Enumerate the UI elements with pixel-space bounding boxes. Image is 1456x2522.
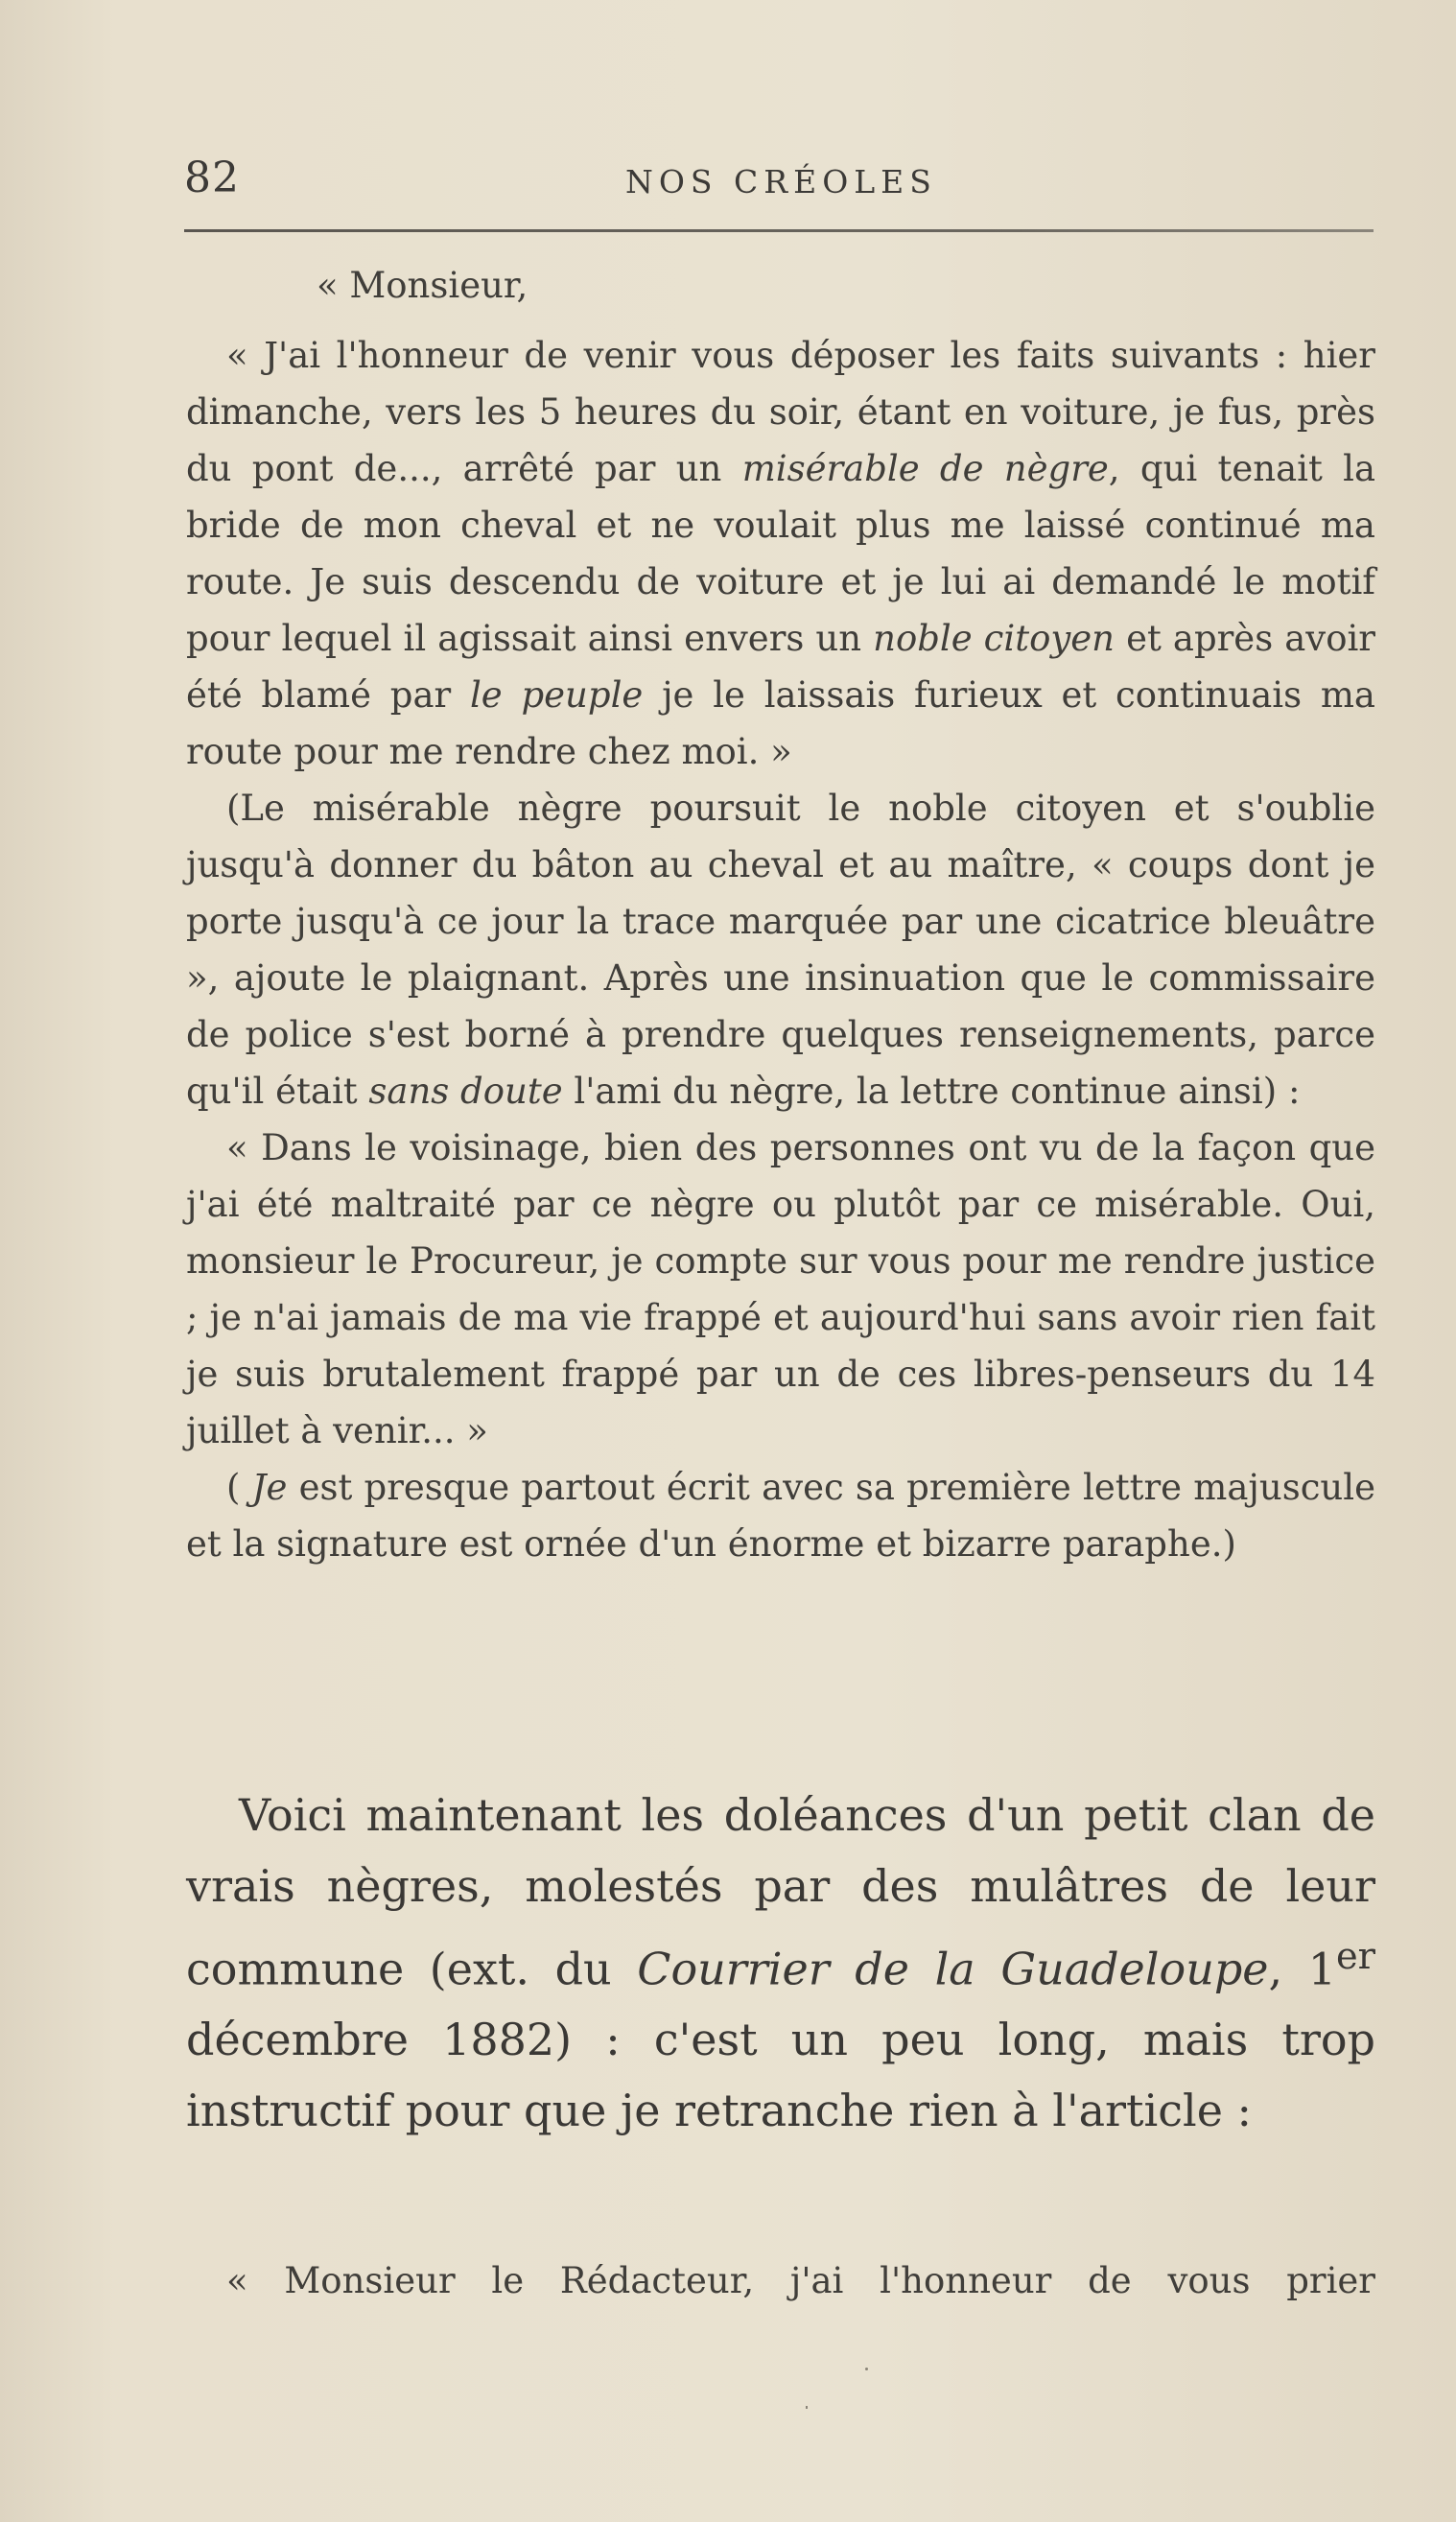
paper-speck <box>806 2406 808 2409</box>
author-commentary-2 <box>186 1459 1375 1572</box>
text-run: et après avoir été blamé par <box>186 618 1375 716</box>
text-run: (Le misérable nègre poursuit le noble citoyen et s'oublie jusqu'à donner du bâton au cheval et au maître, « coups dont je porte jusqu'à ce jour la trace marquée par une cicatrice bleuâtre », ajoute le plaignant. Après une insinuation que le commissaire de police s'est borné à prendre quelques renseignements, parce qu'il était <box>186 788 1375 1112</box>
quoted-letter-section <box>186 257 1375 1572</box>
text-run: « J'ai l'honneur de venir vous déposer les faits suivants : hier dimanche, vers les 5 heures du soir, étant en voiture, je fus, près du pont de..., arrêté par un <box>186 335 1375 489</box>
text-run: est presque partout écrit avec sa première lettre majuscule et la signature est ornée d'un énorme et bizarre paraphe.) <box>186 1467 1375 1565</box>
italic-run: Je <box>251 1467 288 1508</box>
letter-paragraph-2: « Dans le voisinage, bien des personnes ont vu de la façon que j'ai été maltraité par ce nègre ou plutôt par ce misérable. Oui, monsieur le Procureur, je compte sur vous pour me rendre justice ; je n'ai jamais de ma vie frappé et aujourd'hui sans avoir rien fait je suis brutalement frappé par un de ces libres-penseurs du 14 juillet à venir... » <box>186 1127 1375 1451</box>
author-commentary-1 <box>186 780 1375 1120</box>
closing-quote-section <box>186 2252 1375 2309</box>
page-number: 82 <box>184 153 240 202</box>
text-run: l'ami du nègre, la lettre continue ainsi) : <box>562 1071 1301 1112</box>
text-run: , qui tenait la bride de mon cheval et ne voulait plus me laissé continué ma route. Je suis descendu de voiture et je lui ai demandé le motif pour lequel il agissait ainsi envers un <box>186 448 1375 659</box>
running-title: NOS CRÉOLES <box>625 163 937 200</box>
paper-speck <box>865 2368 868 2370</box>
page-header <box>184 153 1374 211</box>
text-run: décembre 1882) : c'est un peu long, mais trop instructif pour que je retranche rien à l'article : <box>186 2014 1375 2137</box>
italic-run: sans doute <box>368 1071 563 1112</box>
italic-run: le peuple <box>469 674 644 716</box>
text-run: , 1 <box>1268 1943 1336 1995</box>
letter-paragraph-1 <box>186 327 1375 780</box>
closing-quote-line: « Monsieur le Rédacteur, j'ai l'honneur de vous prier <box>226 2260 1375 2301</box>
main-text-section <box>186 1780 1375 2146</box>
text-run: ( <box>226 1467 252 1508</box>
letter-salutation: « Monsieur, <box>317 265 528 306</box>
italic-run: noble citoyen <box>873 618 1115 659</box>
italic-run: Courrier de la Guadeloupe <box>637 1943 1269 1995</box>
text-run: je le laissais furieux et continuais ma route pour me rendre chez moi. » <box>186 674 1375 772</box>
header-rule <box>184 229 1374 232</box>
superscript-run: er <box>1336 1935 1376 1978</box>
text-run: Voici maintenant les doléances d'un petit clan de vrais nègres, molestés par des mulâtres de leur commune (ext. du <box>186 1789 1375 1995</box>
italic-run: misérable de nègre <box>741 448 1109 489</box>
main-paragraph <box>186 1780 1375 2146</box>
